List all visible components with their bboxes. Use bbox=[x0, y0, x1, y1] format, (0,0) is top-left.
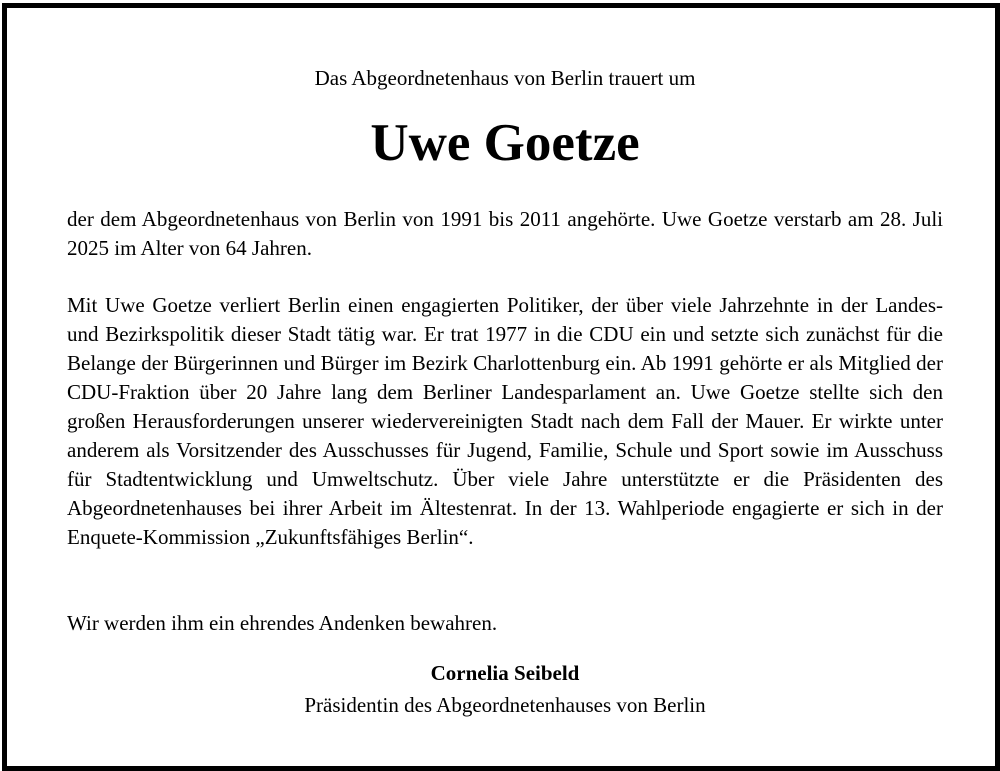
paragraph-membership: der dem Abgeordnetenhaus von Berlin von 1991 bis 2011 angehörte. Uwe Goetze verstarb am 28. Juli 2025 im Alter von 64 Jahren. bbox=[67, 207, 943, 260]
notice-border bbox=[2, 3, 1000, 771]
paragraph-biography: Mit Uwe Goetze verliert Berlin einen engagierten Politiker, der über viele Jahrzehnte in der Landes- und Bezirkspolitik dieser Stadt tätig war. Er trat 1977 in die CDU ein und setzte sich zunächst für die Belange der Bürgerinnen und Bürger im Bezirk Charlottenburg ein. Ab 1991 gehörte er als Mitglied der CDU-Fraktion über 20 Jahre lang dem Berliner Landesparlament an. Uwe Goetze stellte sich den großen Herausforderungen unserer wiedervereinigten Stadt nach dem Fall der Mauer. Er wirkte unter anderem als Vorsitzender des Ausschusses für Jugend, Familie, Schule und Sport sowie im Ausschuss für Stadtentwicklung und Umweltschutz. Über viele Jahre unterstützte er die Präsidenten des Abgeordnetenhauses bei ihrer Arbeit im Ältestenrat. In der 13. Wahlperiode engagierte er sich in der Enquete-Kommission „Zukunftsfähiges Berlin“. bbox=[67, 293, 943, 549]
deceased-name: Uwe Goetze bbox=[370, 114, 640, 172]
notice-intro: Das Abgeordnetenhaus von Berlin trauert um bbox=[314, 66, 696, 90]
paragraph-closing: Wir werden ihm ein ehrendes Andenken bewahren. bbox=[67, 611, 498, 635]
signer-title: Präsidentin des Abgeordnetenhauses von Berlin bbox=[304, 693, 706, 717]
signer-name: Cornelia Seibeld bbox=[430, 661, 580, 685]
